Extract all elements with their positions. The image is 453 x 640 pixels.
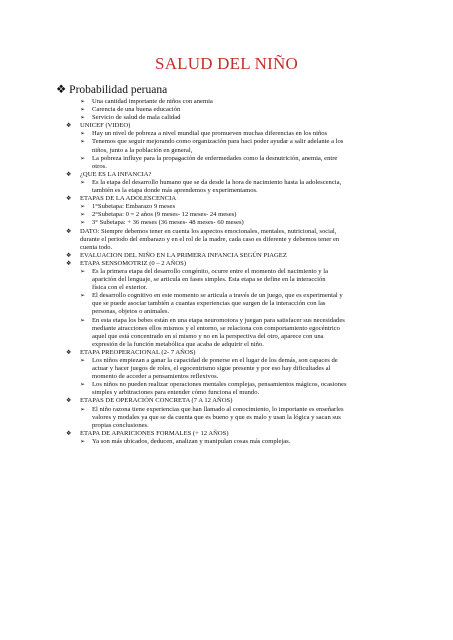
list-item xyxy=(0,155,453,163)
list-item xyxy=(0,308,453,316)
section-item xyxy=(0,252,453,260)
line-text: ¿QUE ES LA INFANCIA? xyxy=(80,170,152,178)
line-text: que se puede asociar también a cuantas experiencias que surgen de la interacción con las xyxy=(92,300,326,308)
line-text: expresión de la función metabólica que acaba de adquirir el niño. xyxy=(92,340,264,348)
list-item xyxy=(0,317,453,325)
line-text: ETAPA PREOPERACIONAL (2- 7 AÑOS) xyxy=(80,348,196,356)
line-text: ETAPAS DE LA ADOLESCENCIA xyxy=(80,195,177,203)
line-text: 2°Subetapa: 0 = 2 años (9 meses- 12 meses- 24 meses) xyxy=(92,211,237,219)
list-item xyxy=(0,179,453,187)
content-lines xyxy=(0,98,453,446)
diamond-bullet-icon: ❖ xyxy=(66,397,72,405)
arrow-bullet-icon: ➢ xyxy=(80,154,86,162)
line-text: UNICEF (VIDEO) xyxy=(80,122,131,130)
section-item xyxy=(0,397,453,405)
diamond-bullet-icon: ❖ xyxy=(66,195,72,203)
list-item xyxy=(0,276,453,284)
arrow-bullet-icon: ➢ xyxy=(80,405,86,413)
list-item xyxy=(0,130,453,138)
diamond-bullet-icon: ❖ xyxy=(66,122,72,130)
list-item xyxy=(0,438,453,446)
arrow-bullet-icon: ➢ xyxy=(80,437,86,445)
line-text: Tenemos que seguir mejorando como organización para haci poder ayudar a salir adelante a los xyxy=(92,138,344,146)
list-item xyxy=(0,325,453,333)
list-item xyxy=(0,244,453,252)
list-item xyxy=(0,147,453,155)
list-item xyxy=(0,333,453,341)
line-text: EVALUACION DEL NIÑO EN LA PRIMERA INFANCIA SEGÚN PIAGEZ xyxy=(80,251,287,259)
line-text: niños, junto a la población en general, xyxy=(92,146,193,154)
list-item xyxy=(0,341,453,349)
list-item xyxy=(0,211,453,219)
section-item xyxy=(0,171,453,179)
line-text: Servicio de salud de mala calidad xyxy=(92,114,181,122)
line-text: Carencia de una buena educación xyxy=(92,106,181,114)
diamond-bullet-icon: ❖ xyxy=(66,259,72,267)
arrow-bullet-icon: ➢ xyxy=(80,267,86,275)
line-text: cuenta todo. xyxy=(80,243,113,251)
line-text: Hay un nivel de pobreza a nivel mundial que promueven muchas diferencias en los niños xyxy=(92,130,328,138)
line-text: otros. xyxy=(92,162,107,170)
list-item xyxy=(0,219,453,227)
diamond-bullet-icon: ❖ xyxy=(66,251,72,259)
arrow-bullet-icon: ➢ xyxy=(80,114,86,122)
line-text: Es la primera etapa del desarrollo congénito, ocurre entre el momento del nacimiento y la xyxy=(92,267,329,275)
section-item xyxy=(0,195,453,203)
section-item xyxy=(0,122,453,130)
list-item xyxy=(0,414,453,422)
section-item xyxy=(0,430,453,438)
list-item xyxy=(0,365,453,373)
line-text: física con el exterior. xyxy=(92,284,148,292)
list-item xyxy=(0,381,453,389)
line-text: Los niños no pueden realizar operaciones mentales complejas, pensamientos mágicos, ocasiones xyxy=(92,381,347,389)
line-text: 3° Subetapa: + 36 meses (36 meses- 48 meses- 60 meses) xyxy=(92,219,244,227)
list-item xyxy=(0,406,453,414)
line-text: 1°Subetapa: Embarazo 9 meses xyxy=(92,203,176,211)
list-item xyxy=(0,106,453,114)
arrow-bullet-icon: ➢ xyxy=(80,106,86,114)
arrow-bullet-icon: ➢ xyxy=(80,219,86,227)
line-text: valores y modales ya que se da cuenta que es bueno y que es malo y usan la lógica y sacan sus xyxy=(92,413,341,421)
section-item xyxy=(0,228,453,236)
arrow-bullet-icon: ➢ xyxy=(80,98,86,105)
line-text: ETAPAS DE OPERACIÓN CONCRETA (7 A 12 AÑOS) xyxy=(80,397,233,405)
line-text: ETAPA DE APARICIONES FORMALES (+ 12 AÑOS) xyxy=(80,429,229,437)
line-text: simples y arbitraciones para entender cómo funciona el mundo. xyxy=(92,389,260,397)
arrow-bullet-icon: ➢ xyxy=(80,203,86,211)
line-text: ETAPA SENSOMOTRIZ (0 – 2 AÑOS) xyxy=(80,259,187,267)
diamond-bullet-icon: ❖ xyxy=(66,170,72,178)
arrow-bullet-icon: ➢ xyxy=(80,292,86,300)
diamond-bullet-icon: ❖ xyxy=(66,227,72,235)
line-text: Los niños empiezan a ganar la capacidad de ponerse en el lugar de los demás, son capaces de xyxy=(92,357,338,364)
line-text: DATO: Siempre debemos tener en cuenta los aspectos emocionales, mentales, nutricional, social, xyxy=(80,227,337,235)
arrow-bullet-icon: ➢ xyxy=(80,211,86,219)
list-item xyxy=(0,422,453,430)
section-item xyxy=(0,349,453,357)
line-text: Ya son más ubicados, deducen, analizan y manipulan cosas más complejas. xyxy=(92,437,291,445)
arrow-bullet-icon: ➢ xyxy=(80,130,86,138)
line-text: propias conclusiones. xyxy=(92,421,149,429)
diamond-bullet-icon: ❖ xyxy=(66,348,72,356)
list-item xyxy=(0,357,453,365)
line-text: Una cantidad importante de niños con anemia xyxy=(92,98,213,105)
arrow-bullet-icon: ➢ xyxy=(80,381,86,389)
list-item xyxy=(0,203,453,211)
arrow-bullet-icon: ➢ xyxy=(80,357,86,364)
arrow-bullet-icon: ➢ xyxy=(80,138,86,146)
line-text: personas, objetos o animales. xyxy=(92,308,170,316)
line-text: En esta etapa los bebes están en una etapa neuromotora y juegan para satisfacer sus necesidades xyxy=(92,316,345,324)
arrow-bullet-icon: ➢ xyxy=(80,316,86,324)
list-item xyxy=(0,236,453,244)
line-text: momento de acceder a pensamientos reflexivos. xyxy=(92,373,219,381)
list-item xyxy=(0,284,453,292)
page-title: SALUD DEL NIÑO xyxy=(155,54,298,73)
line-text: El desarrollo cognitivo en este momento se articula a través de un juego, que es experimental y xyxy=(92,292,343,300)
line-text: también es la etapa donde más aprendemos y experimentamos. xyxy=(92,187,258,195)
arrow-bullet-icon: ➢ xyxy=(80,178,86,186)
list-item xyxy=(0,138,453,146)
list-item xyxy=(0,268,453,276)
list-item xyxy=(0,163,453,171)
section-item xyxy=(0,260,453,268)
line-text: La pobreza influye para la propagación de enfermedades como la desnutrición, anemia, entre xyxy=(92,154,338,162)
line-text: mediante atracciones ellos mismos y el entorno, se relaciona con comportamiento egocéntrico xyxy=(92,324,340,332)
diamond-bullet-icon: ❖ xyxy=(66,429,72,437)
line-text: aparición del lenguaje, se articula en fases simples. Esta etapa se define en la interacción xyxy=(92,276,326,284)
list-item xyxy=(0,114,453,122)
section-heading: ❖ Probabilidad peruana xyxy=(56,84,168,96)
line-text: durante el periodo del embarazo y en el rol de la madre, cada caso es diferente y debemos tener en xyxy=(80,235,340,243)
line-text: El niño razona tiene experiencias que han llamado al conocimiento, lo importante es enseñarles xyxy=(92,405,344,413)
line-text: actuar y hacer juegos de roles, el egocentrismo sigue presente y por eso hay dificultades al xyxy=(92,365,331,373)
list-item xyxy=(0,187,453,195)
list-item xyxy=(0,98,453,106)
line-text: Es la etapa del desarrollo humano que se da desde la hora de nacimiento hasta la adolescencia, xyxy=(92,178,342,186)
line-text: aquel que está concentrado en sí mismo y no en la perspectiva del otro, aparece con una xyxy=(92,332,324,340)
list-item xyxy=(0,300,453,308)
list-item xyxy=(0,373,453,381)
list-item xyxy=(0,292,453,300)
